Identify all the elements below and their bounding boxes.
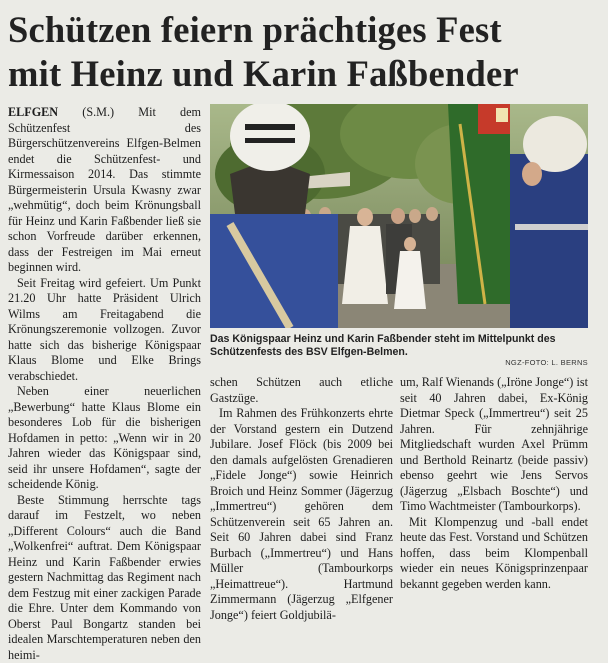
article-photo [210,104,588,328]
paragraph-text: (S.M.) Mit dem Schützenfest des Bürgerschützenvereins Elfgen-Belmen endet die Schützenfest- und Kirmessaison 2014. Das stimmte Bürgermeisterin Ursula Kwasny zwar „wehmütig“, doch beim Krönungsball für Heinz und Karin Faßbender ließ sie schon Vorfreude darüber erkennen, dass der Festreigen im Mai erneut beginnen wird. [8,105,201,274]
dateline: ELFGEN [8,105,58,119]
paragraph: Mit Klompenzug und -ball endet heute das Fest. Vorstand und Schützen hoffen, dass beim Klompenball wieder ein neues Königsprinzenpaar bekannt gegeben werden kann. [400,515,588,593]
article-column-3 [400,375,588,592]
photo-credit: NGZ-FOTO: L. BERNS [505,358,588,367]
paragraph: schen Schützen auch etliche Gastzüge. [210,375,393,406]
article-column-2 [210,375,393,623]
paragraph: Beste Stimmung herrschte tags darauf im Festzelt, wo neben „Different Colours“ auch die Band „Wolkenfrei“ auftrat. Dem Königspaar Heinz und Karin Faßbender erwies gestern Nachmittag das Regiment nach dem Festzug mit einer zackigen Parade die Ehre. Unter dem Kommando von Oberst Paul Bongartz standen bei idealen Marschtemperaturen neben den heimi- [8,493,201,663]
paragraph: Neben einer neuerlichen „Bewerbung“ hatte Klaus Blome ein besonderes Lob für die bisherigen Hofdamen in petto: „Wenn wir in 20 Jahren wieder das Königspaar sind, seid ihr unsere Hofdamen“, sagte der scheidende König. [8,384,201,493]
photo-caption: Das Königspaar Heinz und Karin Faßbender steht im Mittelpunkt des Schützenfests des BSV Elfgen-Belmen. [210,333,590,359]
photo-illustration [210,104,588,328]
paragraph [8,105,201,276]
article-headline [8,8,604,96]
paragraph: Im Rahmen des Frühkonzerts ehrte der Vorstand gestern ein Dutzend Jubilare. Josef Flöck (bis 2009 bei den damals aufgelösten Grenadieren „Fidele Jonge“) sowie Heinrich Broich und Heinz Sommer (Jägerzug „Immertreu“) gehören dem Schützenverein seit 65 Jahren an. Seit 60 Jahren dabei sind Franz Burbach („Immertreu“) und Hans Müller (Tambourkorps „Heimattreue“). Hartmund Zimmermann (Jägerzug „Elfgener Jonge“) feiert Goldjubilä- [210,406,393,623]
headline-line-2: mit Heinz und Karin Faßbender [8,52,604,96]
paragraph: um, Ralf Wienands („Iröne Jonge“) ist seit 40 Jahren dabei, Ex-König Dietmar Speck („Immertreu“) seit 25 Jahren. Für zehnjährige Mitgliedschaft wurden Axel Prümm und Berthold Reinartz (beide passiv) ebenso geehrt wie Jens Servos (Jägerzug „Elsbach Boschte“) und Timo Wachtmeister (Tambourkorps). [400,375,588,515]
paragraph: Seit Freitag wird gefeiert. Um Punkt 21.20 Uhr hatte Präsident Ulrich Wilms am Freitagabend die Krönungszeremonie vollzogen. Zuvor hatte sich das bisherige Königspaar Klaus Blome und Elke Brings verabschiedet. [8,276,201,385]
headline-line-1: Schützen feiern prächtiges Fest [8,8,604,52]
article-column-1 [8,105,201,663]
